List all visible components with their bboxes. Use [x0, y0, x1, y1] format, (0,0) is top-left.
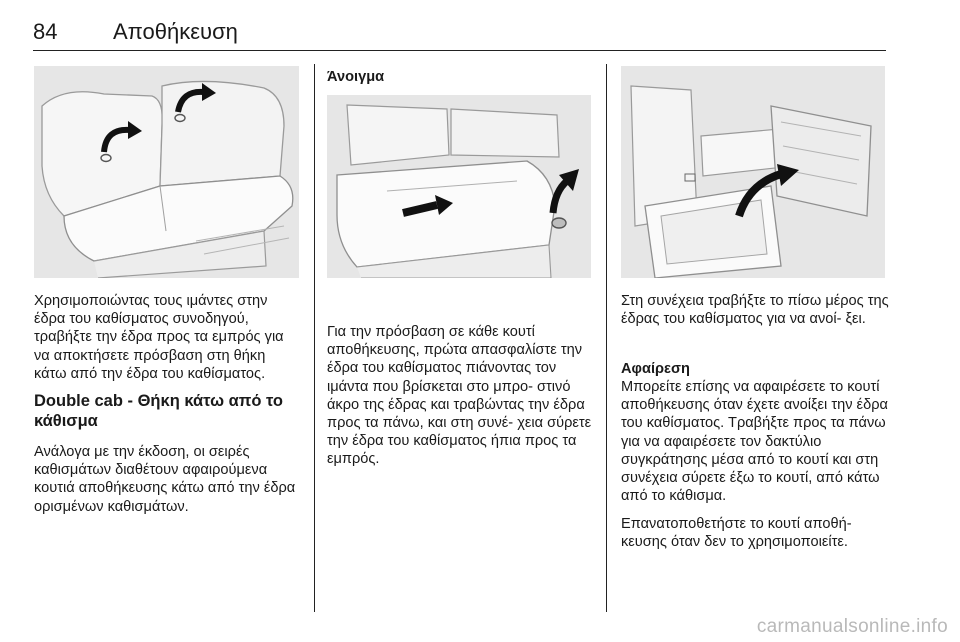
figure-bench-seat-straps	[34, 66, 299, 278]
section-heading-removal: Αφαίρεση	[621, 361, 690, 377]
strap-loop	[552, 218, 566, 228]
section-heading-opening: Άνοιγμα	[327, 69, 385, 85]
col1-paragraph-1: Χρησιμοποιώντας τους ιμάντες στην έδρα του καθίσματος συνοδηγού, τραβήξτε την έδρα προς τα εμπρός για να αποκτήσετε πρόσβαση στη θήκη κάτω από την έδρα του καθίσματος.	[34, 293, 284, 382]
page-header	[33, 10, 886, 51]
page-title: Αποθήκευση	[113, 19, 238, 44]
section-heading-double-cab: Double cab - Θήκη κάτω από το κάθισμα	[34, 392, 284, 430]
watermark: carmanualsonline.info	[756, 616, 948, 637]
column-divider-1	[314, 64, 315, 612]
storage-box-illustration	[621, 66, 885, 278]
col1-paragraph-2: Ανάλογα με την έκδοση, οι σειρές καθισμάτων διαθέτουν αφαιρούμενα κουτιά αποθήκευσης κάτω από την έδρα ορισμένων καθισμάτων.	[34, 444, 296, 515]
col2-paragraph-1: Για την πρόσβαση σε κάθε κουτί αποθήκευσης, πρώτα απασφαλίστε την έδρα του καθίσματος πιάνοντας τον ιμάντα που βρίσκεται στο μπρο- στινό άκρο της έδρας και τραβώντας την έδρα προς τα πάνω, και στη συνέ- χεια σύρετε την έδρα του καθίσματος ήπια προς τα εμπρός.	[327, 324, 592, 468]
column-divider-2	[606, 64, 607, 612]
figure-open-storage-box	[621, 66, 885, 278]
col3-paragraph-3: Επανατοποθετήστε το κουτί αποθή- κευσης όταν δεν το χρησιμοποιείτε.	[621, 516, 852, 551]
bench-seat-illustration	[34, 66, 299, 278]
seat-slide-illustration	[327, 95, 591, 278]
page-number: 84	[33, 19, 58, 44]
col3-paragraph-2: Μπορείτε επίσης να αφαιρέσετε το κουτί αποθήκευσης όταν έχετε ανοίξει την έδρα του καθίσματος. Τραβήξτε προς τα πάνω για να αφαιρέσετε τον δακτύλιο συγκράτησης μέσα από το κουτί και στη συνέχεια σύρετε έξω το κουτί, από κάτω από το κάθισμα.	[621, 379, 888, 505]
figure-seat-slide-forward	[327, 95, 591, 278]
col3-paragraph-1: Στη συνέχεια τραβήξτε το πίσω μέρος της έδρας του καθίσματος για να ανοί- ξει.	[621, 293, 889, 328]
